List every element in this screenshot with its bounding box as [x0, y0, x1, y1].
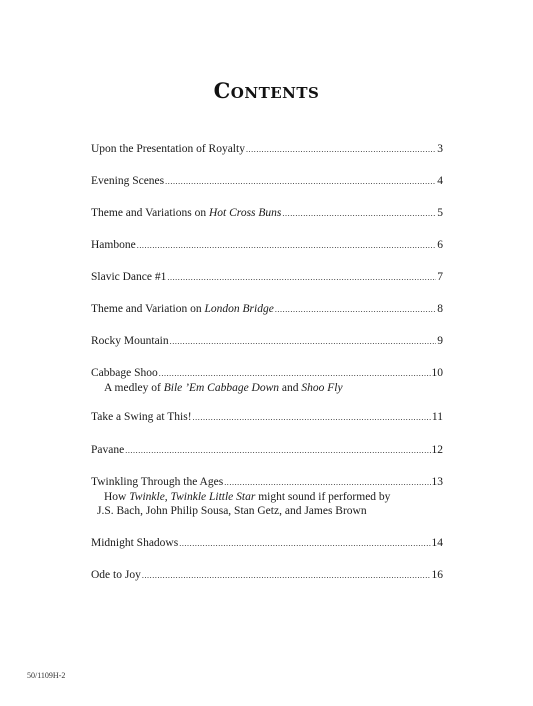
toc-entry-title: Twinkling Through the Ages — [91, 476, 224, 488]
catalog-number: 50/1109H-2 — [27, 671, 66, 680]
dot-leader — [142, 569, 431, 583]
toc-entry-page: 14 — [431, 537, 443, 549]
toc-entry-note: A medley of Bile ’Em Cabbage Down and Shoo Fly — [104, 382, 343, 394]
toc-entry[interactable] — [91, 238, 443, 253]
toc-entry-title: Cabbage Shoo — [91, 367, 158, 379]
dot-leader — [165, 175, 436, 189]
dot-leader — [137, 239, 437, 253]
toc-entry[interactable] — [91, 174, 443, 189]
dot-leader — [170, 335, 437, 349]
toc-entry-page: 8 — [437, 303, 443, 315]
toc-entry-page: 9 — [437, 335, 443, 347]
dot-leader — [159, 367, 431, 381]
dot-leader — [246, 143, 436, 157]
toc-entry-title: Slavic Dance #1 — [91, 271, 167, 283]
toc-entry-page: 5 — [437, 207, 443, 219]
toc-entry[interactable] — [91, 142, 443, 157]
toc-entry[interactable] — [91, 410, 443, 425]
toc-entry-page: 13 — [431, 476, 443, 488]
toc-entry-page: 12 — [431, 444, 443, 456]
toc-entry[interactable] — [91, 334, 443, 349]
toc-entry-title: Pavane — [91, 444, 125, 456]
toc-entry-title: Theme and Variations on Hot Cross Buns — [91, 207, 282, 219]
toc-entry[interactable] — [91, 302, 443, 317]
dot-leader — [167, 271, 436, 285]
toc-entry[interactable] — [91, 270, 443, 285]
dot-leader — [224, 476, 430, 490]
dot-leader — [179, 537, 430, 551]
toc-entry-page: 16 — [431, 569, 443, 581]
toc-entry-page: 10 — [431, 367, 443, 379]
toc-entry[interactable] — [91, 475, 443, 518]
toc-entry-title: Ode to Joy — [91, 569, 141, 581]
toc-entry-page: 7 — [437, 271, 443, 283]
toc-entry-title: Theme and Variation on London Bridge — [91, 303, 274, 315]
dot-leader — [282, 207, 436, 221]
toc-entry[interactable] — [91, 536, 443, 551]
toc-entry-title: Midnight Shadows — [91, 537, 179, 549]
toc-entry-title: Evening Scenes — [91, 175, 165, 187]
toc-entry[interactable] — [91, 366, 443, 395]
toc-entry-note: How Twinkle, Twinkle Little Star might sound if performed by — [104, 491, 391, 503]
toc-entry-page: 11 — [431, 411, 443, 423]
toc-entry-title: Upon the Presentation of Royalty — [91, 143, 245, 155]
toc-entry-title: Take a Swing at This! — [91, 411, 192, 423]
dot-leader — [125, 444, 430, 458]
toc-entry-title: Hambone — [91, 239, 136, 251]
toc-entry-page: 6 — [437, 239, 443, 251]
toc-entry-title: Rocky Mountain — [91, 335, 169, 347]
toc-entry[interactable] — [91, 568, 443, 583]
toc-entry-note-line-2: J.S. Bach, John Philip Sousa, Stan Getz, and James Brown — [97, 505, 367, 517]
toc-entry[interactable] — [91, 206, 443, 221]
dot-leader — [193, 411, 431, 425]
toc-entry[interactable] — [91, 443, 443, 458]
toc-entry-page: 4 — [437, 175, 443, 187]
dot-leader — [275, 303, 436, 317]
page-title: Contents — [213, 78, 320, 103]
toc-entry-page: 3 — [437, 143, 443, 155]
